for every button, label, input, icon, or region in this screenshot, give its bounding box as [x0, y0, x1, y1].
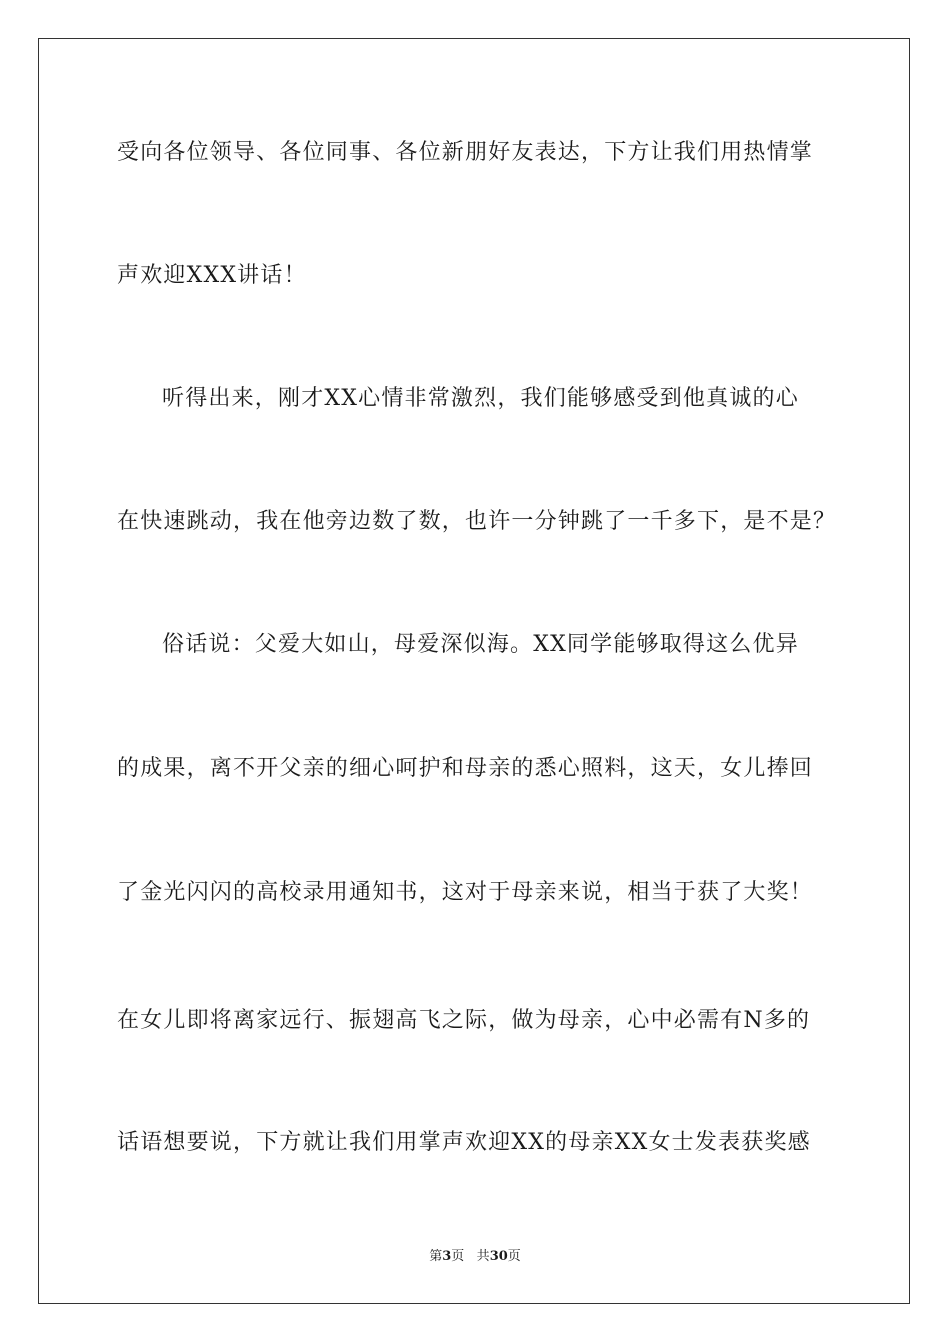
footer-total-pages: 30 — [489, 1249, 508, 1264]
page-footer — [0, 1249, 950, 1265]
page-border — [38, 38, 910, 1304]
body-line-8: 在女儿即将离家远行、振翅高飞之际，做为母亲，心中必需有N多的 — [117, 1008, 811, 1033]
footer-page-prefix: 第 — [429, 1249, 443, 1264]
body-line-1: 受向各位领导、各位同事、各位新朋好友表达，下方让我们用热情掌 — [117, 140, 814, 165]
footer-page-suffix: 页 — [451, 1249, 465, 1264]
body-line-7: 了金光闪闪的高校录用通知书，这对于母亲来说，相当于获了大奖！ — [117, 880, 814, 905]
body-line-5: 俗话说：父爱大如山，母爱深似海。XX同学能够取得这么优异 — [162, 632, 799, 657]
body-line-9: 话语想要说，下方就让我们用掌声欢迎XX的母亲XX女士发表获奖感 — [117, 1130, 811, 1155]
body-line-3: 听得出来，刚才XX心情非常激烈，我们能够感受到他真诚的心 — [162, 386, 799, 411]
body-line-4: 在快速跳动，我在他旁边数了数，也许一分钟跳了一千多下，是不是？ — [117, 509, 837, 534]
body-line-6: 的成果，离不开父亲的细心呵护和母亲的悉心照料，这天，女儿捧回 — [117, 756, 814, 781]
footer-page-number: 3 — [442, 1249, 452, 1264]
body-line-2: 声欢迎XXX讲话！ — [117, 263, 307, 288]
footer-total-suffix: 页 — [507, 1249, 521, 1264]
footer-total-prefix: 共 — [476, 1249, 490, 1264]
